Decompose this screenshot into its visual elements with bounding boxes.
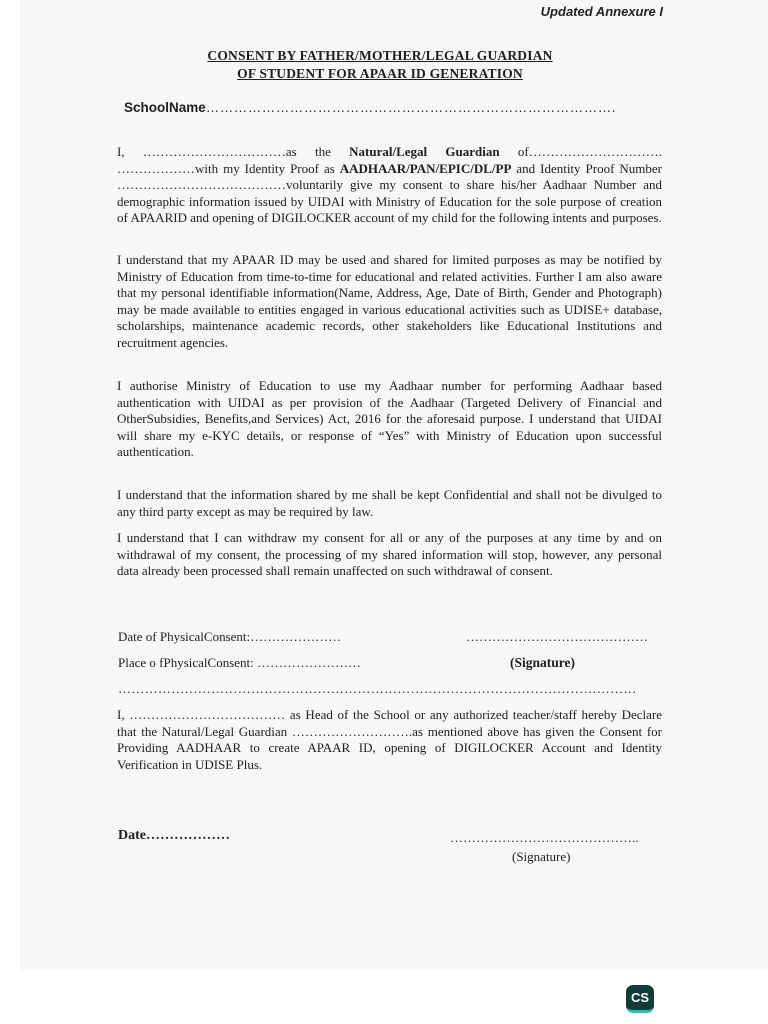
school-name-field	[124, 100, 616, 115]
consent-text-2: of…………………………. ………………with my Identity Proof as	[117, 144, 662, 176]
school-name-blank: …………………………………………………………………………….	[205, 100, 617, 115]
camscanner-logo-icon: CS	[626, 985, 654, 1013]
authentication-paragraph: I authorise Ministry of Education to use my Aadhaar number for performing Aadhaar based authentication with UIDAI as per provision of the Aadhaar (Targeted Delivery of Financial and OtherSubsidies, Benefits,and Services) Act, 2016 for the aforesaid purpose. I understand that UIDAI will share my e-KYC details, or response of “Yes” with Ministry of Education upon successful authentication.	[117, 378, 662, 460]
school-name-label: SchoolName	[124, 100, 206, 115]
section-separator: ………………………………………………………………………………………………………	[118, 681, 637, 696]
date-of-consent-field: Date of PhysicalConsent:…………………	[118, 629, 342, 644]
declaration-date-field: Date………………	[118, 828, 230, 843]
identity-proof-types: AADHAAR/PAN/EPIC/DL/PP	[339, 160, 512, 176]
consent-text-3: and Identity Proof Number …………………………………voluntarily give my consent to share his/her Aadhaar Number and demographic information issued by UIDAI with Ministry of Education for the sole purpose of creation of APAARID and opening of DIGILOCKER account of my child for the following intents and purposes.	[117, 160, 662, 226]
place-of-consent-field: Place o fPhysicalConsent: ……………………	[118, 655, 362, 670]
school-declaration-paragraph: I, ……………………………… as Head of the School or any authorized teacher/staff hereby Declare that the Natural/Legal Guardian ……………………….as mentioned above has given the Consent for Providing AADHAAR to create APAAR ID, opening of DIGILOCKER Account and Identity Verification in UDISE Plus.	[117, 707, 662, 772]
document-title-line-1: CONSENT BY FATHER/MOTHER/LEGAL GUARDIAN	[207, 48, 553, 63]
annexure-label: Updated Annexure I	[540, 4, 663, 19]
consent-paragraph	[117, 144, 662, 227]
guardian-signature-label: (Signature)	[510, 655, 576, 670]
confidentiality-paragraph: I understand that the information shared by me shall be kept Confidential and shall not be divulged to any third party except as may be required by law.	[117, 487, 662, 519]
guardian-signature-blank: ……………………………………	[466, 629, 648, 644]
apaar-usage-paragraph: I understand that my APAAR ID may be used and shared for limited purposes as may be notified by Ministry of Education from time-to-time for educational and related activities. Further I am also aware that my personal identifiable information(Name, Address, Age, Date of Birth, Gender and Photograph) may be made available to entities engaged in various educational activities such as UDISE+ database, scholarships, maintenance academic records, other stakeholders like Educational Institutions and recruitment agencies.	[117, 252, 662, 350]
document-title-line-2: OF STUDENT FOR APAAR ID GENERATION	[237, 66, 523, 81]
school-signature-blank: ……………………………………..	[450, 830, 639, 845]
guardian-term: Natural/Legal Guardian	[349, 144, 500, 159]
withdrawal-paragraph: I understand that I can withdraw my consent for all or any of the purposes at any time by and on withdrawal of my consent, the processing of my shared information will stop, however, any personal data already been processed shall remain unaffected on such withdrawal of consent.	[117, 530, 662, 579]
consent-text-1: I, ……………………………as the	[117, 144, 350, 159]
school-signature-label: (Signature)	[512, 849, 571, 864]
